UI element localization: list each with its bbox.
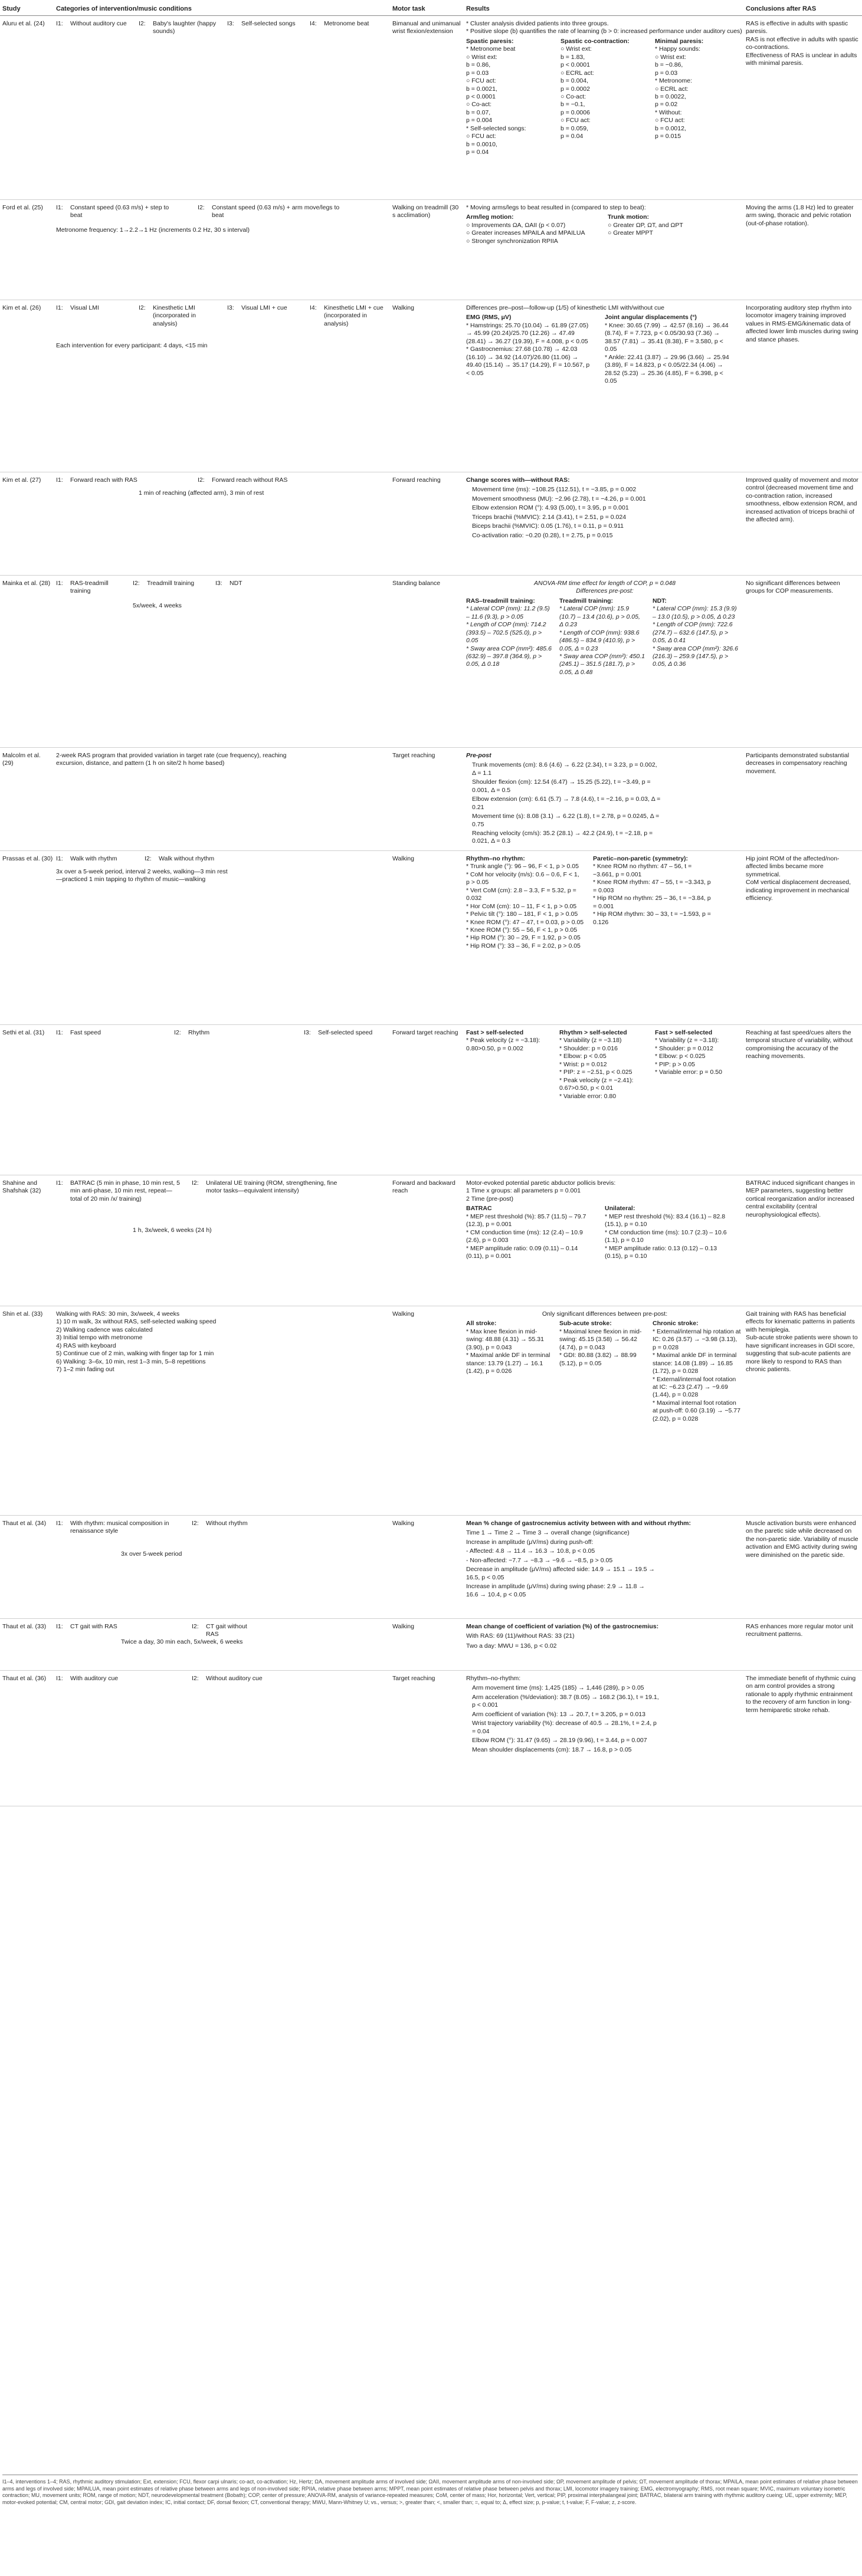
- condition-code: I1:: [56, 580, 63, 587]
- condition-text: Rhythm: [188, 1029, 210, 1036]
- results-cell: [466, 304, 743, 469]
- list-item: • Triceps brachii (%MVIC): 2.14 (3.41), t = 2.51, p = 0.024: [472, 514, 649, 521]
- condition-text: Walk with rhythm: [70, 855, 117, 862]
- conditions-cell: [56, 855, 389, 1020]
- condition-code: I1:: [56, 1029, 63, 1036]
- conclusions-cell: [746, 204, 859, 229]
- results-intro: Rhythm–no-rhythm:: [466, 1675, 521, 1682]
- results-group-title: BATRAC: [466, 1205, 492, 1213]
- conditions-cell: [56, 304, 389, 469]
- conclusions-cell: [746, 855, 859, 905]
- results-group-text: ○ Greater ΩP, ΩT, and ΩPT ○ Greater MPPT: [608, 221, 683, 237]
- condition-text: Self-selected songs: [241, 20, 296, 27]
- results-group-title: Rhythm > self-selected: [559, 1029, 627, 1036]
- list-item: • Wrist trajectory variability (%): decrease of 40.5 → 28.1%, t = 2.4, p = 0.04: [472, 1720, 661, 1736]
- condition-code: I2:: [192, 1179, 199, 1187]
- condition-code: I1:: [56, 477, 63, 484]
- conclusions-text: Improved quality of movement and motor control (decreased movement time and co-contraction ration, increased smoothness, elbow extension ROM, and increased activation of triceps brachii of the affected arm).: [746, 477, 858, 524]
- results-group-text: * Max knee flexion in mid-swing: 48.88 (4.31) → 55.31 (3.90), p = 0.043 * Maximal ankle DF in terminal stance: 13.79 (1.27) → 16.1 (1.42), p = 0.026: [466, 1328, 550, 1375]
- results-intro: Change scores with—without RAS:: [466, 477, 570, 484]
- header-categories: Categories of intervention/music conditions: [56, 5, 192, 12]
- results-group-title: RAS–treadmill training:: [466, 597, 535, 604]
- study-cell: Mainka et al. (28): [2, 580, 51, 587]
- condition-text: With rhythm: musical composition in renaissance style: [70, 1520, 169, 1535]
- conclusions-cell: [746, 1520, 859, 1561]
- list-item: • Arm coefficient of variation (%): 13 → 20.7, t = 3.205, p = 0.013: [472, 1711, 661, 1719]
- list-item: • Movement time (ms): −108.25 (112.51), t = −3.85, p = 0.002: [472, 486, 649, 494]
- results-group-text: * Maximal knee flexion in mid-swing: 45.15 (3.58) → 56.42 (4.74), p = 0.043 * GDI: 80.88 (3.82) → 88.99 (5.12), p = 0.05: [559, 1328, 642, 1367]
- condition-text: Without auditory cue: [70, 20, 127, 27]
- condition-code: I1:: [56, 1520, 63, 1527]
- conclusions-text: RAS is effective in adults with spastic paresis. RAS is not effective in adults with spastic co-contractions. Effectiveness of RAS is unclear in adults with minimal paresis.: [746, 20, 858, 67]
- conclusions-text: No significant differences between groups for COP measurements.: [746, 580, 840, 595]
- list-item: Time 1 → Time 2 → Time 3 → overall change (significance): [466, 1529, 630, 1537]
- list-item: Increase in amplitude (μV/ms) during swing phase: 2.9 → 11.8 → 16.6 → 10.4, p < 0.05: [466, 1583, 645, 1598]
- conditions-note: 1 h, 3x/week, 6 weeks (24 h): [133, 1227, 212, 1234]
- condition-text: Visual LMI: [70, 304, 99, 311]
- condition-text: NDT: [230, 580, 242, 587]
- results-cell: [466, 855, 743, 1020]
- conditions-text: 2-week RAS program that provided variation in target rate (cue frequency), reaching excursion, distance, and pattern (1 h on site/2 h home based): [56, 752, 287, 767]
- table-row: [0, 1618, 862, 1671]
- results-group-text: * Variability (z = −3.18): * Shoulder: p = 0.012 * Elbow: p < 0.025 * PIP: p > 0.05 * Variable error: p = 0.50: [655, 1037, 722, 1076]
- condition-code: I3:: [227, 304, 234, 311]
- motor-task-cell: Walking: [392, 304, 414, 311]
- condition-code: I2:: [198, 204, 205, 211]
- results-cell: [466, 477, 743, 574]
- conclusions-text: Reaching at fast speed/cues alters the temporal structure of variability, without compromising the accuracy of the reaching movements.: [746, 1029, 853, 1060]
- conclusions-text: Incorporating auditory step rhythm into locomotor imagery training improved values in RMS-EMG/kinematic data of affected lower limb muscles during swing and stance phases.: [746, 304, 858, 343]
- condition-text: BATRAC (5 min in phase, 10 min rest, 5 min anti-phase, 10 min rest, repeat—total of 20 min /x/ training): [70, 1179, 180, 1202]
- results-group-text: * Peak velocity (z = −3.18): 0.80>0.50, p = 0.002: [466, 1037, 540, 1052]
- study-cell: Shin et al. (33): [2, 1310, 43, 1317]
- results-cell: [466, 580, 743, 745]
- condition-text: Treadmill training: [147, 580, 195, 587]
- condition-text: Kinesthetic LMI + cue (incorporated in analysis): [324, 304, 384, 327]
- results-list: [466, 1684, 661, 1754]
- conditions-note: 3x over 5-week period: [121, 1550, 182, 1558]
- results-group-title: Spastic co-contraction:: [561, 37, 630, 45]
- table-row: [0, 747, 862, 851]
- results-group-text: * Lateral COP (mm): 11.2 (9.5) – 11.6 (9.3), p > 0.05 * Length of COP (mm): 714.2 (393.5) – 702.5 (525.0), p > 0.05 * Sway area COP (mm²): 485.6 (632.9) – 397.8 (364.9), p > 0.05, Δ 0.18: [466, 605, 552, 668]
- results-list: [466, 1529, 655, 1599]
- condition-text: Without auditory cue: [206, 1675, 263, 1682]
- condition-text: Visual LMI + cue: [241, 304, 287, 311]
- list-item: • Elbow extension (cm): 6.61 (5.7) → 7.8 (4.6), t = −2.16, p = 0.03, Δ = 0.21: [472, 796, 661, 811]
- list-item: Increase in amplitude (μV/ms) during push-off:: [466, 1538, 594, 1546]
- list-item: • Elbow ROM (°): 31.47 (9.65) → 28.19 (9.96), t = 3.44, p = 0.007: [472, 1737, 661, 1744]
- condition-text: Without rhythm: [206, 1520, 248, 1527]
- study-cell: Prassas et al. (30): [2, 855, 53, 862]
- study-cell: Thaut et al. (33): [2, 1623, 47, 1630]
- condition-code: I2:: [139, 20, 146, 27]
- results-intro: Only significant differences between pre-post:: [542, 1310, 668, 1317]
- condition-text: Baby's laughter (happy sounds): [153, 20, 217, 35]
- results-group-text: * Metronome beat ○ Wrist ext: b = 0.86, p = 0.03 ○ FCU act: b = 0.0021, p < 0.0001 ○ Co-act: b = 0.07, p = 0.004 * Self-selected songs: ○ FCU act: b = 0.0010, p = 0.04: [466, 45, 526, 156]
- study-cell: Shahine and Shafshak (32): [2, 1179, 41, 1195]
- results-cell: [466, 1179, 743, 1303]
- table-row: [0, 575, 862, 748]
- list-item: • Arm movement time (ms): 1,425 (185) → 1,446 (289), p > 0.05: [472, 1684, 661, 1692]
- conditions-cell: [56, 1179, 389, 1303]
- condition-code: I1:: [56, 1675, 63, 1682]
- table-row: [0, 300, 862, 472]
- table-row: [0, 850, 862, 1025]
- results-group-text: * Lateral COP (mm): 15.9 (10.7) – 13.4 (10.6), p > 0.05, Δ 0.23 * Length of COP (mm): 938.6 (486.5) – 834.9 (410.9), p > 0.05, Δ = 0.23 * Sway area COP (mm²): 450.1 (245.1) – 351.5 (181.7), p > 0.05, Δ 0.48: [559, 605, 645, 676]
- results-cell: [466, 752, 743, 849]
- header-results: Results: [466, 5, 490, 12]
- conclusions-cell: [746, 1310, 859, 1376]
- list-item: - Non-affected: −7.7 → −8.3 → −9.6 → −8.5, p > 0.05: [466, 1556, 613, 1564]
- list-item: • Reaching velocity (cm/s): 35.2 (28.1) → 42.2 (24.9), t = −2.18, p = 0.021, Δ = 0.3: [472, 830, 661, 846]
- condition-code: I3:: [227, 20, 234, 27]
- results-cell: [466, 1310, 743, 1511]
- results-list: [466, 761, 661, 845]
- results-cell: [466, 204, 743, 298]
- results-intro: Mean % change of gastrocnemius activity between with and without rhythm:: [466, 1520, 691, 1527]
- results-group-text: * Knee ROM no rhythm: 47 – 56, t = −3.661, p = 0.001 * Knee ROM rhythm: 47 – 55, t = −3.343, p = 0.003 * Hip ROM no rhythm: 25 – 36, t = −3.84, p = 0.001 * Hip ROM rhythm: 30 – 33, t = −1.593, p = 0.126: [593, 863, 711, 926]
- motor-task-cell: Forward target reaching: [392, 1029, 458, 1036]
- study-cell: Thaut et al. (36): [2, 1675, 47, 1682]
- study-cell: Kim et al. (27): [2, 477, 41, 484]
- results-intro: Mean change of coefficient of variation (%) of the gastrocnemius:: [466, 1623, 659, 1630]
- list-item: • Arm acceleration (%/deviation): 38.7 (8.05) → 168.2 (36.1), t = 19.1, p < 0.001: [472, 1694, 661, 1710]
- conditions-cell: [56, 1029, 389, 1171]
- condition-code: I2:: [198, 477, 205, 484]
- results-intro: * Moving arms/legs to beat resulted in (compared to step to beat):: [466, 204, 646, 211]
- conditions-cell: [56, 1520, 389, 1614]
- condition-code: I1:: [56, 1179, 63, 1187]
- condition-text: CT gait without RAS: [206, 1623, 247, 1638]
- list-item: • Biceps brachii (%MVIC): 0.05 (1.76), t = 0.11, p = 0.911: [472, 523, 649, 530]
- results-list: [466, 486, 649, 540]
- study-cell: Kim et al. (26): [2, 304, 41, 311]
- list-item: Decrease in amplitude (μV/ms) affected side: 14.9 → 15.1 → 19.5 → 16.5, p < 0.05: [466, 1566, 655, 1581]
- condition-code: I2:: [192, 1520, 199, 1527]
- results-group-title: Rhythm–no rhythm:: [466, 855, 525, 862]
- conditions-cell: [56, 204, 389, 298]
- results-group-text: * Knee: 30.65 (7.99) → 42.57 (8.16) → 36.44 (8.74), F = 7.723, p < 0.05/30.93 (7.36) → 38.57 (7.81) → 35.41 (8.38), F = 3.580, p < 0.05 * Ankle: 22.41 (3.87) → 29.96 (3.66) → 25.94 (3.89), F = 14.823, p < 0.05/22.34 (4.06) → 28.52 (5.23) → 25.36 (4.85), F = 6.398, p < 0.05: [605, 321, 729, 385]
- condition-code: I4:: [310, 20, 317, 27]
- header-motor-task: Motor task: [392, 5, 425, 12]
- results-intro: Motor-evoked potential paretic abductor pollicis brevis: 1 Time x groups: all parameters p = 0.001 2 Time (pre-post): [466, 1179, 616, 1202]
- study-cell: Aluru et al. (24): [2, 20, 45, 27]
- condition-code: I2:: [139, 304, 146, 311]
- table-header: [0, 0, 862, 16]
- conclusions-cell: [746, 1623, 859, 1641]
- conclusions-cell: [746, 1029, 859, 1063]
- table-row: [0, 1175, 862, 1306]
- conditions-note: Twice a day, 30 min each, 5x/week, 6 weeks: [121, 1638, 243, 1645]
- list-item: • Movement time (s): 8.08 (3.1) → 6.22 (1.8), t = 2.78, p = 0.0245, Δ = 0.75: [472, 813, 661, 829]
- results-group-title: Treadmill training:: [559, 597, 614, 604]
- motor-task-cell: Bimanual and unimanual wrist flexion/extension: [392, 20, 461, 35]
- conditions-note: 5x/week, 4 weeks: [133, 602, 182, 609]
- table-row: [0, 1670, 862, 1806]
- conclusions-text: Muscle activation bursts were enhanced on the paretic side while decreased on the non-paretic side. Variability of muscle activation and EMG activity during swing were diminished on the paretic side.: [746, 1520, 858, 1559]
- conclusions-cell: [746, 1179, 859, 1221]
- condition-text: Metronome beat: [324, 20, 369, 27]
- table-row: [0, 15, 862, 200]
- condition-code: I2:: [192, 1623, 199, 1630]
- results-group-text: * Hamstrings: 25.70 (10.04) → 61.89 (27.05) → 45.99 (20.24)/25.70 (12.26) → 47.49 (28.41) → 36.27 (19.39), F = 4.008, p < 0.05 * Gastrocnemius: 27.68 (10.78) → 42.03 (16.10) → 34.92 (14.07)/26.80 (11.06) → 49.40 (15.14) → 35.17 (14.29), F = 10.567, p < 0.05: [466, 321, 590, 377]
- results-group-title: Joint angular displacements (°): [605, 314, 697, 321]
- results-group-title: NDT:: [653, 597, 667, 604]
- results-group-text: * MEP rest threshold (%): 85.7 (11.5) – 79.7 (12.3), p = 0.001 * CM conduction time (ms): 12 (2.4) – 10.9 (2.6), p = 0.003 * MEP amplitude ratio: 0.09 (0.11) – 0.14 (0.11), p = 0.001: [466, 1213, 586, 1260]
- conditions-note: Each intervention for every participant: 4 days, <15 min: [56, 342, 208, 349]
- list-item: Two a day: MWU = 136, p < 0.02: [466, 1642, 557, 1650]
- results-group-text: * External/internal hip rotation at IC: 0.26 (3.57) → −3.98 (3.13), p = 0.028 * Maximal ankle DF in terminal stance: 14.08 (1.89) → 16.85 (1.72), p = 0.028 * External/internal foot rotation at IC: −6.23 (2.47) → −9.69 (1.44), p = 0.028 * Maximal internal foot rotation at push-off: 0.60 (3.19) → −5.77 (2.02), p = 0.028: [653, 1328, 741, 1422]
- condition-code: I2:: [133, 580, 140, 587]
- condition-text: Constant speed (0.63 m/s) + step to beat: [70, 204, 169, 219]
- results-group-title: Arm/leg motion:: [466, 213, 514, 221]
- results-cell: [466, 20, 743, 197]
- results-intro: ANOVA-RM time effect for length of COP, p = 0.048 Differences pre-post:: [534, 580, 676, 595]
- motor-task-cell: Standing balance: [392, 580, 441, 587]
- list-item: • Movement smoothness (MU): −2.96 (2.78), t = −4.26, p = 0.001: [472, 495, 649, 503]
- list-item: • Trunk movements (cm): 8.6 (4.6) → 6.22 (2.34), t = 3.23, p = 0.002, Δ = 1.1: [472, 761, 661, 777]
- condition-code: I1:: [56, 204, 63, 211]
- conditions-cell: [56, 1310, 280, 1376]
- list-item: With RAS: 69 (11)/without RAS: 33 (21): [466, 1632, 575, 1640]
- conclusions-text: RAS enhances more regular motor unit recruitment patterns.: [746, 1623, 854, 1638]
- results-intro: * Cluster analysis divided patients into three groups. * Positive slope (b) quantifies the rate of learning (b > 0: increased performance under auditory cues): [466, 20, 742, 35]
- conditions-cell: [56, 1623, 389, 1670]
- results-group-text: ○ Wrist ext: b = 1.83, p < 0.0001 ○ ECRL act: b = 0.004, p = 0.0002 ○ Co-act: b = −0.1, p = 0.0006 ○ FCU act: b = 0.059, p = 0.04: [561, 45, 594, 140]
- list-item: • Co-activation ratio: −0.20 (0.28), t = 2.75, p = 0.015: [472, 532, 649, 540]
- condition-code: I2:: [145, 855, 152, 862]
- results-group-text: * Trunk angle (°): 96 – 96, F < 1, p > 0.05 * CoM hor velocity (m/s): 0.6 – 0.6, F < 1, p > 0.05 * Vert CoM (cm): 2.8 – 3.3, F = 5.32, p = 0.032 * Hor CoM (cm): 10 – 11, F < 1, p > 0.05 * Pelvic tilt (°): 180 – 181, F < 1, p > 0.05 * Knee ROM (°): 47 – 47, t = 0.03, p > 0.05 * Knee ROM (°): 55 – 56, F < 1, p > 0.05 * Hip ROM (°): 30 – 29, F = 1.92, p > 0.05 * Hip ROM (°): 33 – 36, F = 2.02, p > 0.05: [466, 863, 584, 949]
- condition-code: I2:: [174, 1029, 181, 1036]
- header-study: Study: [2, 5, 21, 12]
- conditions-cell: [56, 752, 304, 770]
- conclusions-text: The immediate benefit of rhythmic cuing on arm control provides a strong rationale to apply rhythmic entrainment to the recovery of arm function in long-term hemiparetic stroke rehab.: [746, 1675, 856, 1714]
- conclusions-text: Moving the arms (1.8 Hz) led to greater arm swing, thoracic and pelvic rotation (out-of-phase rotation).: [746, 204, 854, 227]
- condition-text: Fast speed: [70, 1029, 101, 1036]
- results-group-title: All stroke:: [466, 1320, 497, 1328]
- conclusions-cell: [746, 580, 859, 597]
- condition-text: CT gait with RAS: [70, 1623, 117, 1630]
- table-footnote: I1–4, interventions 1–4; RAS, rhythmic auditory stimulation; Ext, extension; FCU, flexor carpi ulnaris; co-act, co-activation; Hz, Hertz; ΩA, movement amplitude arms of involved side; ΩAII, movement amplitude arms of non-involved side; ΩP, movement amplitude of pelvis; ΩT, movement amplitude of thorax; MPAILA, mean point estimates of relative phase between arms and legs of involved side; MPAILUA, mean point estimates of relative phase between arms and legs of non-involved side; RPIIA, relative phase between arms; MPPT, mean point estimates of relative phase between pelvis and thorax; LMI, locomotor imagery training; EMG, electromyography; RMS, root mean square; MVIC, maximum voluntary isometric contraction; MU, movement units; ROM, range of motion; NDT, neurodevelopmental treatment (Bobath); COP, center of pressure; ANOVA-RM, analysis of variance-repeated measures; CoM, center of mass; Hor, horizontal; Vert, vertical; PIP, proximal interphalangeal joint; BATRAC, bilateral arm training with rhythmic auditory cueing; UE, upper extremity; MEP, motor-evoked potential; CM, central motor; GDI, gait deviation index; IC, initial contact; DF, dorsal flexion; CT, conventional therapy; MWU, Mann-Whitney U; vs., versus; >, greater than; <, smaller than; =, equal to; Δ, effect size; p, p-value; t, t-value; F, F-value; z, z-score.: [2, 2475, 858, 2506]
- condition-text: Walk without rhythm: [159, 855, 215, 862]
- study-cell: Malcolm et al. (29): [2, 752, 41, 767]
- results-group-text: * Variability (z = −3.18) * Shoulder: p = 0.016 * Elbow: p < 0.05 * Wrist: p = 0.012 * PIP: z = −2.51, p < 0.025 * Peak velocity (z = −2.41): 0.67>0.50, p < 0.01 * Variable error: 0.80: [559, 1037, 634, 1100]
- conditions-note: 1 min of reaching (affected arm), 3 min of rest: [139, 489, 264, 497]
- condition-text: RAS-treadmill training: [70, 580, 109, 595]
- condition-code: I4:: [310, 304, 317, 311]
- header-conclusions: Conclusions after RAS: [746, 5, 817, 12]
- conditions-text: Walking with RAS: 30 min, 3x/week, 4 weeks 1) 10 m walk, 3x without RAS, self-selected walking speed 2) Walking cadence was calculated 3) Initial tempo with metronome 4) RAS with keyboard 5) Continue cue of 2 min, walking with finger tap for 1 min 6) Walking: 3–6x, 10 min, rest 1–3 min, 5–8 repetitions 7) 1–2 min fading out: [56, 1310, 217, 1374]
- results-group-title: EMG (RMS, μV): [466, 314, 512, 321]
- results-intro: Pre-post: [466, 752, 491, 759]
- results-cell: [466, 1623, 743, 1670]
- results-cell: [466, 1520, 743, 1617]
- results-group-text: ○ Improvements ΩA, ΩAII (p < 0.07) ○ Greater increases MPAILA and MPAILUA ○ Stronger synchronization RPIIA: [466, 221, 585, 245]
- condition-code: I1:: [56, 304, 63, 311]
- table-row: [0, 199, 862, 300]
- conditions-cell: [56, 1675, 389, 1710]
- motor-task-cell: Target reaching: [392, 1675, 435, 1682]
- condition-text: Forward reach without RAS: [212, 477, 288, 484]
- results-cell: [466, 1675, 743, 1805]
- motor-task-cell: Walking: [392, 1520, 414, 1527]
- condition-code: I2:: [192, 1675, 199, 1682]
- condition-code: I1:: [56, 20, 63, 27]
- conclusions-text: BATRAC induced significant changes in MEP parameters, suggesting better cortical reorganization and/or increased central excitability (central neurophysiological effects).: [746, 1179, 855, 1218]
- condition-code: I1:: [56, 855, 63, 862]
- table-row: [0, 1515, 862, 1619]
- conditions-cell: [56, 580, 389, 745]
- study-cell: Thaut et al. (34): [2, 1520, 47, 1527]
- results-group-title: Paretic–non-paretic (symmetry):: [593, 855, 689, 862]
- motor-task-cell: Target reaching: [392, 752, 435, 759]
- conditions-cell: [56, 20, 389, 197]
- results-group-text: * MEP rest threshold (%): 83.4 (16.1) – 82.8 (15.1), p = 0.10 * CM conduction time (ms): 10.7 (2.3) – 10.6 (1.1), p = 0.10 * MEP amplitude ratio: 0.13 (0.12) – 0.13 (0.15), p = 0.10: [605, 1213, 727, 1260]
- results-group-title: Fast > self-selected: [466, 1029, 524, 1036]
- motor-task-cell: Walking: [392, 1310, 414, 1317]
- results-intro: Differences pre–post—follow-up (1/5) of kinesthetic LMI with/without cue: [466, 304, 664, 311]
- list-item: • Mean shoulder displacements (cm): 18.7 → 16.8, p > 0.05: [472, 1746, 661, 1754]
- motor-task-cell: Walking: [392, 1623, 414, 1630]
- conclusions-text: Participants demonstrated substantial decreases in compensatory reaching movement.: [746, 752, 850, 775]
- motor-task-cell: Forward reaching: [392, 477, 441, 484]
- table-row: [0, 1306, 862, 1516]
- list-item: - Affected: 4.8 → 11.4 → 16.3 → 10.8, p < 0.05: [466, 1547, 595, 1555]
- table-row: [0, 472, 862, 576]
- results-group-text: * Happy sounds: ○ Wrist ext: b = −0.86, p = 0.03 * Metronome: ○ ECRL act: b = 0.0022, p = 0.02 * Without: ○ FCU act: b = 0.0012, p = 0.015: [655, 45, 701, 140]
- condition-text: Self-selected speed: [318, 1029, 373, 1036]
- results-group-title: Fast > self-selected: [655, 1029, 713, 1036]
- condition-code: I3:: [215, 580, 222, 587]
- motor-task-cell: Walking: [392, 855, 414, 862]
- condition-text: Forward reach with RAS: [70, 477, 137, 484]
- study-cell: Ford et al. (25): [2, 204, 43, 211]
- results-group-text: * Lateral COP (mm): 15.3 (9.9) – 13.0 (10.5), p > 0.05, Δ 0.23 * Length of COP (mm): 722.6 (274.7) – 632.6 (147.5), p > 0.05, Δ 0.41 * Sway area COP (mm²): 326.6 (216.3) – 259.9 (147.5), p > 0.05, Δ 0.36: [653, 605, 738, 668]
- results-group-title: Chronic stroke:: [653, 1320, 699, 1328]
- results-group-title: Minimal paresis:: [655, 37, 704, 45]
- conditions-note: 3x over a 5-week period, interval 2 weeks, walking—3 min rest—practiced 1 min tapping to rhythm of music—walking: [56, 868, 228, 883]
- list-item: • Shoulder flexion (cm): 12.54 (6.47) → 15.25 (5.22), t = −3.49, p = 0.001, Δ = 0.5: [472, 778, 661, 794]
- results-group-title: Sub-acute stroke:: [559, 1320, 612, 1328]
- conditions-cell: [56, 477, 389, 571]
- condition-text: With auditory cue: [70, 1675, 119, 1682]
- condition-code: I1:: [56, 1623, 63, 1630]
- results-group-title: Unilateral:: [605, 1205, 635, 1213]
- motor-task-cell: Forward and backward reach: [392, 1179, 455, 1195]
- conditions-note: Metronome frequency: 1→2.2→1 Hz (increments 0.2 Hz, 30 s interval): [56, 226, 250, 234]
- list-item: • Elbow extension ROM (°): 4.93 (5.00), t = 3.95, p = 0.001: [472, 504, 649, 512]
- results-cell: [466, 1029, 743, 1171]
- condition-code: I3:: [304, 1029, 311, 1036]
- conclusions-cell: [746, 20, 859, 70]
- results-group-title: Trunk motion:: [608, 213, 649, 221]
- study-cell: Sethi et al. (31): [2, 1029, 45, 1036]
- conclusions-cell: [746, 752, 859, 777]
- conclusions-text: Hip joint ROM of the affected/non-affected limbs became more symmetrical. CoM vertical displacement decreased, indicating improvement in mechanical efficiency.: [746, 855, 851, 902]
- condition-text: Kinesthetic LMI (incorporated in analysis): [153, 304, 196, 327]
- conclusions-cell: [746, 1675, 859, 1716]
- conclusions-text: Gait training with RAS has beneficial effects for kinematic patterns in patients with hemiplegia. Sub-acute stroke patients were shown to have significant increases in GDI score, suggesting that sub-acute patients are more likely to respond to RAS than chronic patients.: [746, 1310, 858, 1374]
- table-row: [0, 1024, 862, 1175]
- results-group-title: Spastic paresis:: [466, 37, 514, 45]
- conclusions-cell: [746, 477, 859, 526]
- conclusions-cell: [746, 304, 859, 346]
- condition-text: Unilateral UE training (ROM, strengthening, fine motor tasks—equivalent intensity): [206, 1179, 337, 1195]
- condition-text: Constant speed (0.63 m/s) + arm move/legs to beat: [212, 204, 340, 219]
- motor-task-cell: Walking on treadmill (30 s acclimation): [392, 204, 459, 219]
